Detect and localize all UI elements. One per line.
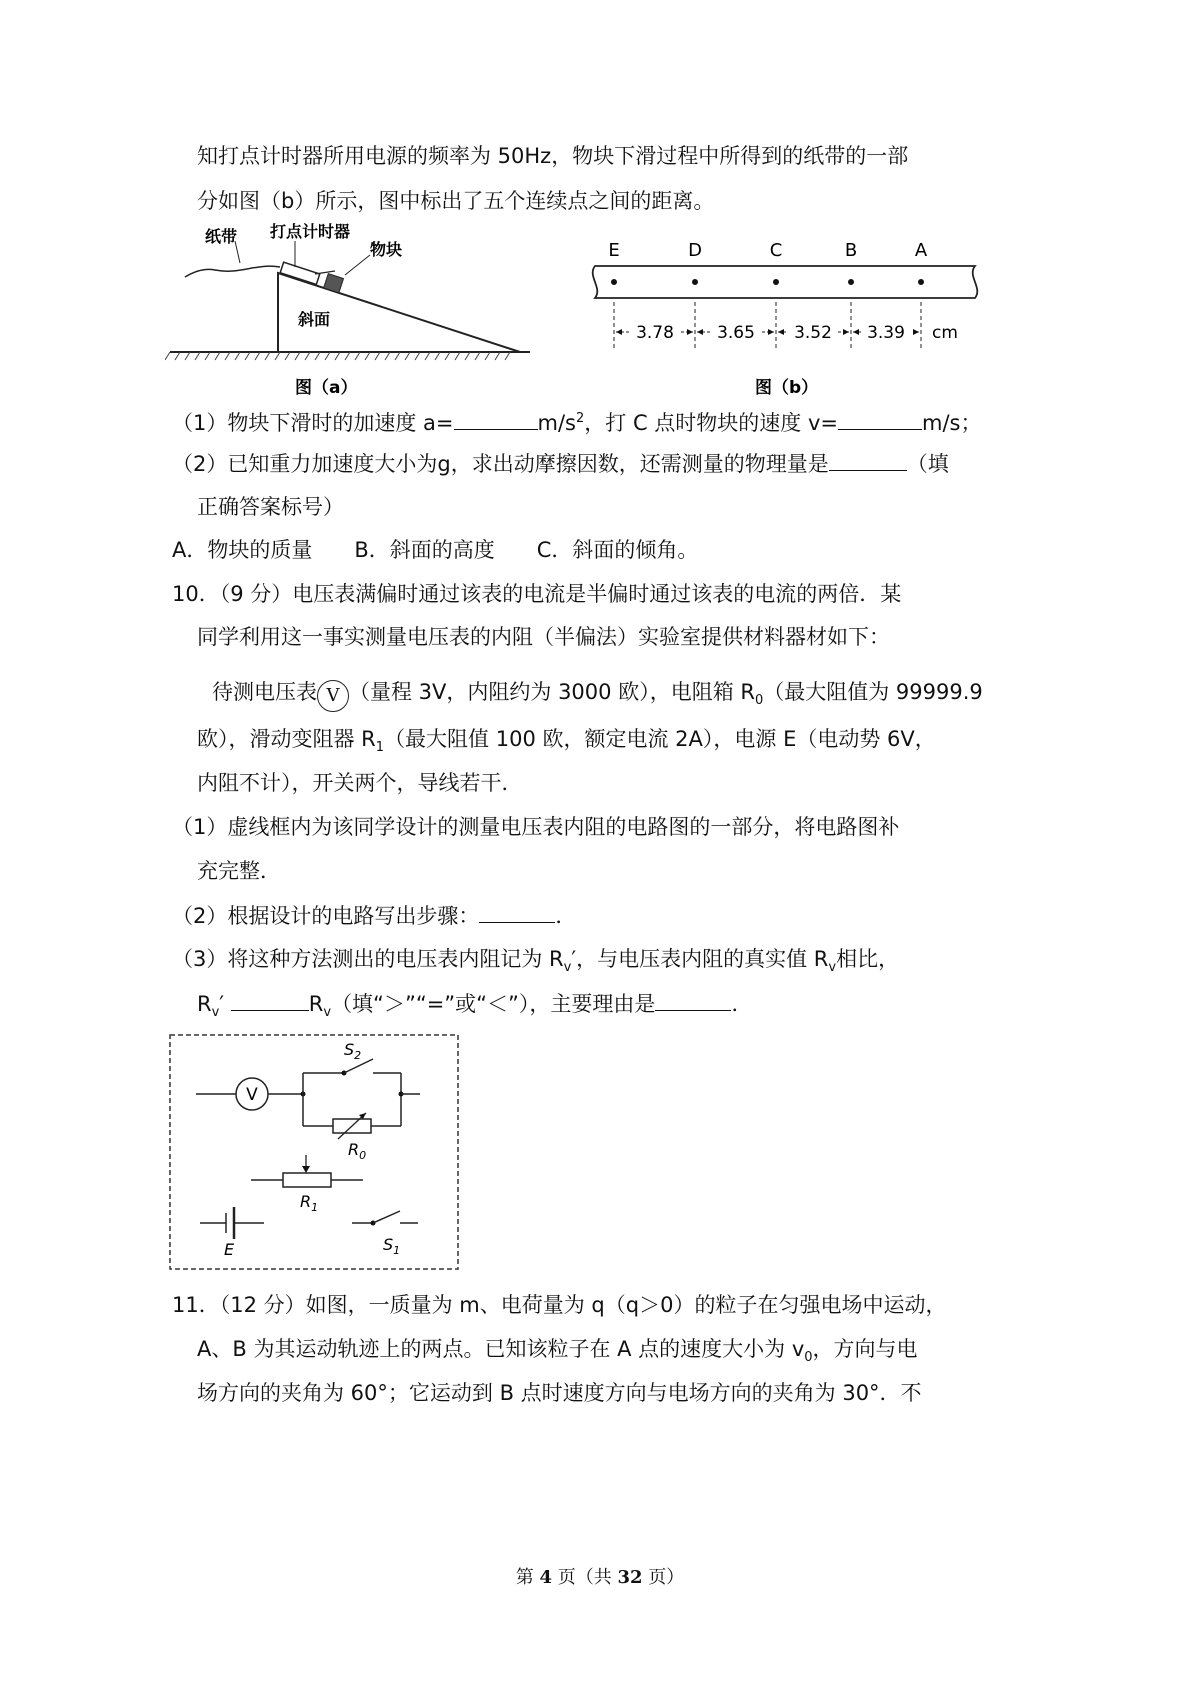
rheostat-r1 (283, 1173, 331, 1187)
label-r0: $R_0$ (348, 1140, 367, 1162)
point-label-a: A (914, 240, 928, 261)
q9-part2: （2）已知重力加速度大小为g，求出动摩擦因数，还需测量的物理量是 （填 (172, 448, 949, 479)
label-s2: $S_2$ (344, 1040, 362, 1062)
point-label-d: D (688, 240, 702, 261)
circuit-diagram (168, 1033, 462, 1273)
q10-line-3: 待测电压表 V （量程 3V，内阻约为 3000 欧），电阻箱 $R_0$（最大阻值为 99999.9 (212, 677, 983, 716)
svg-text:V: V (246, 1085, 258, 1105)
q10-part1: （1）虚线框内为该同学设计的测量电压表内阻的电路图的一部分，将电路图补 (172, 815, 900, 839)
q9-choices: A．物块的质量 B．斜面的高度 C．斜面的倾角。 (172, 538, 699, 562)
q9-part1: （1）物块下滑时的加速度 $a= m/s^2$，打 C 点时物块的速度 v= m/s； (172, 404, 981, 438)
q10-part3: （3）将这种方法测出的电压表内阻记为 $R_v'$，与电压表内阻的真实值 $R_v$相比， (172, 947, 900, 976)
answer-blank-velocity (838, 407, 922, 430)
figure-b-caption: 图（b） (755, 378, 819, 398)
answer-blank-acceleration (454, 407, 538, 430)
q10-line-2: 同学利用这一事实测量电压表的内阻（半偏法）实验室提供材料器材如下： (197, 625, 890, 649)
figure-a-caption: 图（a） (295, 378, 358, 398)
answer-blank-quantity (829, 448, 907, 471)
distance-unit: cm (932, 323, 958, 343)
intro-line-1: 知打点计时器所用电源的频率为 50Hz，物块下滑过程中所得到的纸带的一部 (197, 144, 909, 168)
distance-cb: 3.52 (794, 323, 832, 343)
q10-part3-cont: $R_v'$ $R_v$（填“＞”“=”或“＜”），主要理由是 ． (197, 988, 752, 1028)
distance-dc: 3.65 (717, 323, 755, 343)
point-label-b: B (844, 240, 858, 261)
q10-part1-cont: 充完整． (197, 859, 281, 883)
answer-blank-reason (655, 988, 731, 1011)
label-tape: 纸带 (205, 227, 238, 246)
label-e: E (224, 1240, 235, 1259)
q11-line-1: 11．（12 分）如图，一质量为 m、电荷量为 q（q＞0）的粒子在匀强电场中运动， (172, 1293, 947, 1317)
figure-b-paper-tape (580, 236, 1000, 401)
label-block: 物块 (370, 240, 403, 259)
answer-blank-compare (231, 988, 309, 1011)
point-label-c: C (769, 240, 783, 261)
label-timer: 打点计时器 (270, 222, 351, 241)
point-label-e: E (608, 240, 620, 261)
q11-line-3: 场方向的夹角为 60°；它运动到 B 点时速度方向与电场方向的夹角为 30°．不 (197, 1381, 922, 1405)
intro-line-2: 分如图（b）所示，图中标出了五个连续点之间的距离。 (197, 189, 715, 213)
distance-ed: 3.78 (636, 323, 674, 343)
label-slope: 斜面 (298, 310, 331, 329)
q10-line-1: 10．（9 分）电压表满偏时通过该表的电流是半偏时通过该表的电流的两倍．某 (172, 582, 902, 606)
q10-line-4: 欧），滑动变阻器 $R_1$（最大阻值 100 欧，额定电流 2A），电源 E（电动势 6V， (197, 727, 936, 756)
answer-blank-steps (479, 900, 555, 923)
page-number: 4 (539, 1567, 552, 1588)
q10-line-5: 内阻不计），开关两个，导线若干． (197, 771, 523, 795)
page-footer: 第 4 页（共 32 页） (515, 1567, 685, 1588)
label-s1: $S_1$ (383, 1235, 401, 1257)
q10-part2: （2）根据设计的电路写出步骤： ． (172, 900, 576, 931)
q11-line-2: A、B 为其运动轨迹上的两点。已知该粒子在 A 点的速度大小为 $v_0$，方向与电 (197, 1337, 918, 1366)
distance-ba: 3.39 (867, 323, 905, 343)
voltmeter-symbol-icon: V (317, 680, 349, 712)
figure-a-incline (165, 215, 535, 400)
label-r1: $R_1$ (300, 1192, 319, 1214)
q9-part2-cont: 正确答案标号） (197, 495, 344, 519)
page-total: 32 (617, 1567, 643, 1588)
